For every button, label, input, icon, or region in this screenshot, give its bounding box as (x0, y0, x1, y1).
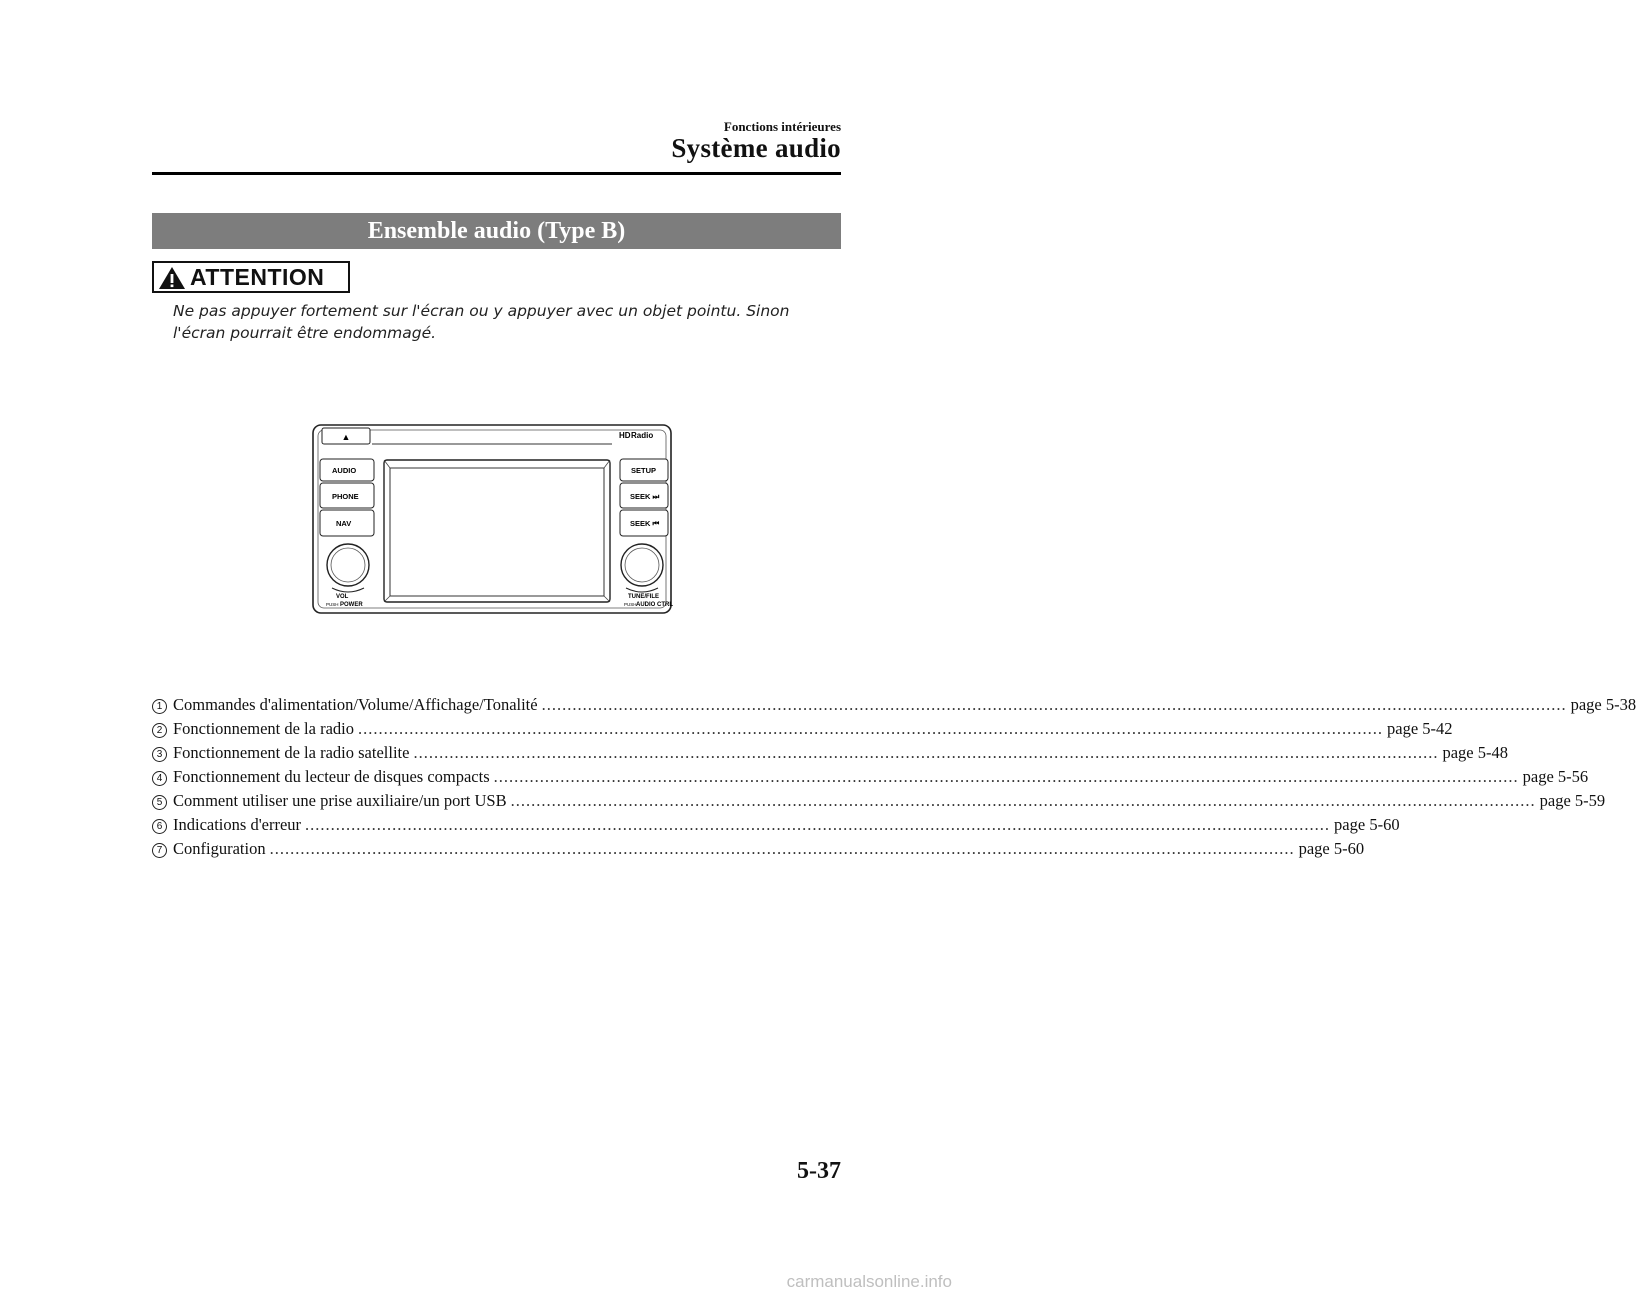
item-label: Fonctionnement de la radio satellite (173, 743, 410, 762)
header-rule (152, 172, 841, 175)
item-number: 1 (152, 699, 167, 714)
item-label: Fonctionnement du lecteur de disques compacts (173, 767, 490, 786)
leader-dots: ........................................................................................................................................................................................................ (305, 815, 1331, 834)
item-label: Fonctionnement de la radio (173, 719, 354, 738)
leader-dots: ........................................................................................................................................................................................................ (358, 719, 1383, 738)
page-reference: page 5-60 (1334, 815, 1400, 834)
leader-dots: ........................................................................................................................................................................................................ (413, 743, 1439, 762)
page-reference: page 5-59 (1539, 791, 1606, 810)
attention-label: ATTENTION (190, 264, 325, 290)
tune-knob[interactable] (621, 544, 663, 586)
seek-forward-label: SEEK ⏭ (630, 492, 660, 501)
item-label: Configuration (173, 839, 266, 858)
page-reference: page 5-60 (1298, 839, 1365, 858)
item-number: 4 (152, 771, 167, 786)
volume-knob[interactable] (327, 544, 369, 586)
item-number: 5 (152, 795, 167, 810)
leader-dots: ........................................................................................................................................................................................................ (493, 767, 1519, 786)
item-label: Commandes d'alimentation/Volume/Affichage/Tonalité (173, 695, 538, 714)
item-label: Comment utiliser une prise auxiliaire/un port USB (173, 791, 507, 810)
phone-button-label: PHONE (332, 492, 359, 501)
audio-ctrl-label: AUDIO CTRL (636, 602, 673, 608)
power-label: POWER (340, 602, 363, 608)
contents-list (152, 695, 1636, 863)
page-reference: page 5-48 (1442, 743, 1508, 762)
page-reference: page 5-56 (1522, 767, 1589, 786)
page-reference: page 5-38 (1570, 695, 1636, 714)
audio-unit-illustration (312, 424, 672, 614)
list-item[interactable] (152, 839, 1365, 863)
audio-button-label: AUDIO (332, 466, 357, 475)
list-item[interactable] (152, 695, 1636, 719)
list-item[interactable] (152, 719, 1453, 743)
chapter-label: Fonctions intérieures (723, 119, 841, 134)
leader-dots: ........................................................................................................................................................................................................ (510, 791, 1536, 810)
right-button-group (620, 459, 668, 536)
power-push-label: PUSH (326, 602, 339, 607)
item-number: 6 (152, 819, 167, 834)
leader-dots: ........................................................................................................................................................................................................ (269, 839, 1295, 858)
left-button-group (320, 459, 374, 536)
page-title: Système audio (671, 133, 841, 163)
hd-logo: HD (619, 431, 631, 440)
page-number: 5-37 (797, 1158, 841, 1184)
item-number: 2 (152, 723, 167, 738)
list-item[interactable] (152, 815, 1400, 839)
volume-label: VOL (336, 594, 349, 600)
item-number: 3 (152, 747, 167, 762)
audio-ctrl-push-label: PUSH (624, 602, 637, 607)
list-item[interactable] (152, 743, 1508, 767)
warning-icon (158, 266, 186, 290)
attention-text: Ne pas appuyer fortement sur l'écran ou y appuyer avec un objet pointu. Sinon l'écran pourrait être endommagé. (173, 302, 790, 342)
list-item[interactable] (152, 791, 1606, 815)
page-reference: page 5-42 (1387, 719, 1453, 738)
nav-button-label: NAV (336, 519, 352, 528)
item-number: 7 (152, 843, 167, 858)
radio-logo: Radio (631, 431, 654, 440)
section-heading: Ensemble audio (Type B) (152, 213, 841, 249)
list-item[interactable] (152, 767, 1589, 791)
seek-back-label: SEEK ⏮ (630, 519, 660, 528)
eject-icon: ▲ (341, 432, 351, 442)
leader-dots: ........................................................................................................................................................................................................ (541, 695, 1567, 714)
item-label: Indications d'erreur (173, 815, 302, 834)
watermark: carmanualsonline.info (786, 1272, 952, 1291)
attention-box (152, 261, 350, 293)
tune-label: TUNE/FILE (628, 594, 659, 600)
setup-button-label: SETUP (631, 466, 657, 475)
